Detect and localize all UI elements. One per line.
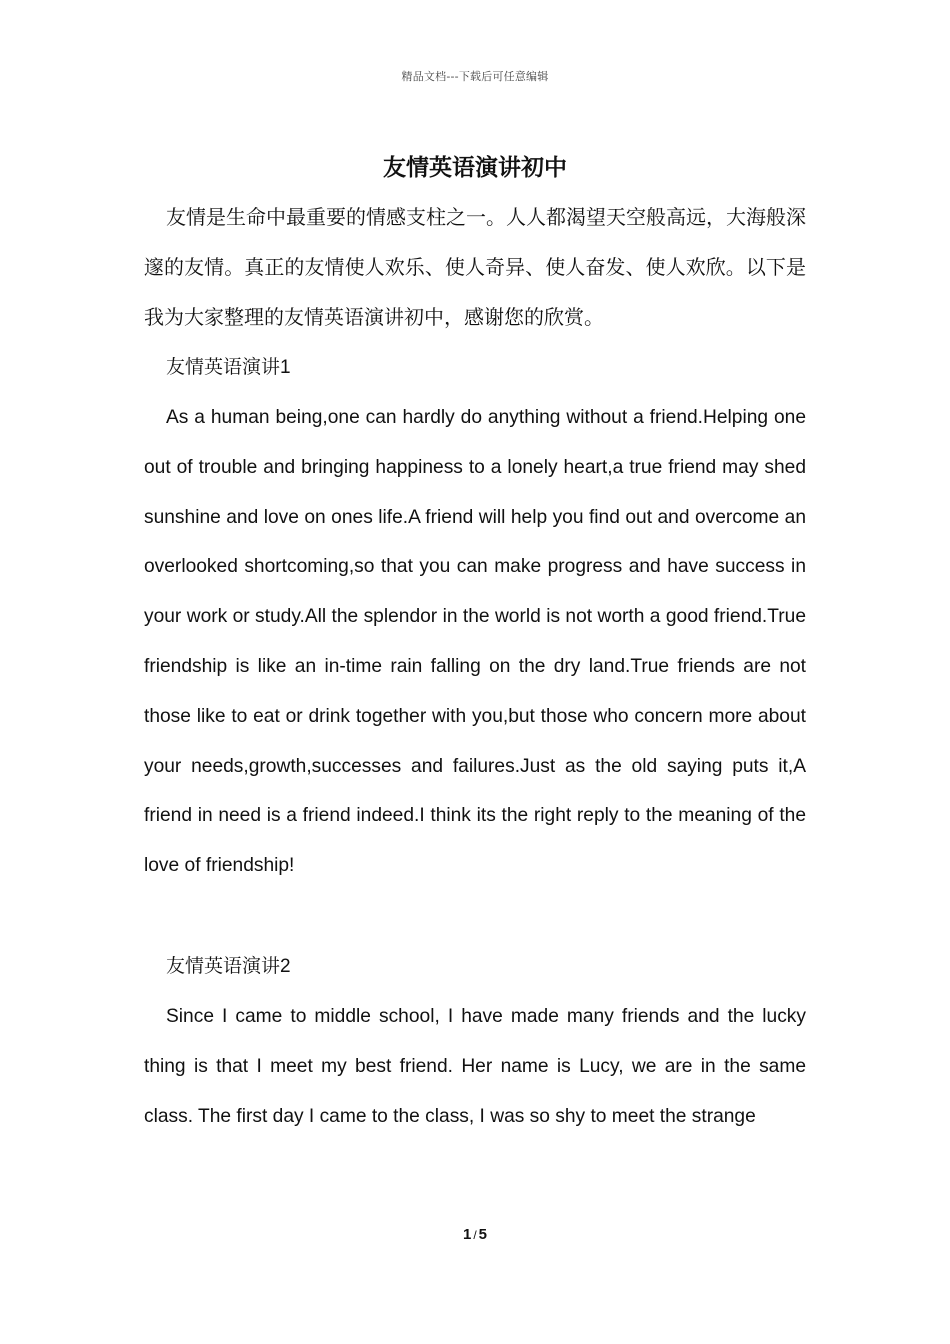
- section-body: Since I came to middle school, I have made many friends and the lucky thing is that I meet my best friend. Her name is Lucy, we are in the same class. The first day I came to the class, I was so shy to meet the strange: [144, 1005, 806, 1127]
- section-heading-number: 1: [280, 357, 291, 378]
- section-heading-text: 友情英语演讲: [166, 954, 281, 977]
- blank-line: [144, 891, 806, 941]
- document-title: 友情英语演讲初中: [383, 154, 567, 181]
- section-heading: [144, 941, 806, 992]
- section-1: [144, 342, 806, 891]
- page-footer: [0, 1226, 950, 1243]
- section-heading: [144, 342, 806, 393]
- page-header: 精品文档---下载后可任意编辑: [401, 70, 549, 83]
- current-page-number: 1: [462, 1226, 472, 1243]
- section-heading-number: 2: [280, 955, 291, 977]
- section-2: [144, 941, 806, 1141]
- page-separator: /: [473, 1228, 477, 1242]
- section-heading-text: 友情英语演讲: [166, 356, 281, 378]
- section-body: As a human being,one can hardly do anything without a friend.Helping one out of trouble and bringing happiness to a lonely heart,a true friend may shed sunshine and love on ones life.A friend will help you find out and overcome an overlooked shortcoming,so that you can make progress and have success in your work or study.All the splendor in the world is not worth a good friend.True friendship is like an in-time rain falling on the dry land.True friends are not those like to eat or drink together with you,but those who concern more about your needs,growth,successes and failures.Just as the old saying puts it,A friend in need is a friend indeed.I think its the right reply to the meaning of the love of friendship!: [144, 407, 806, 877]
- total-pages: 5: [478, 1226, 488, 1243]
- document-body: [144, 148, 806, 1141]
- intro-paragraph: 友情是生命中最重要的情感支柱之一。人人都渴望天空般高远，大海般深邃的友情。真正的友情使人欢乐、使人奇异、使人奋发、使人欢欣。以下是我为大家整理的友情英语演讲初中，感谢您的欣赏。: [144, 205, 806, 329]
